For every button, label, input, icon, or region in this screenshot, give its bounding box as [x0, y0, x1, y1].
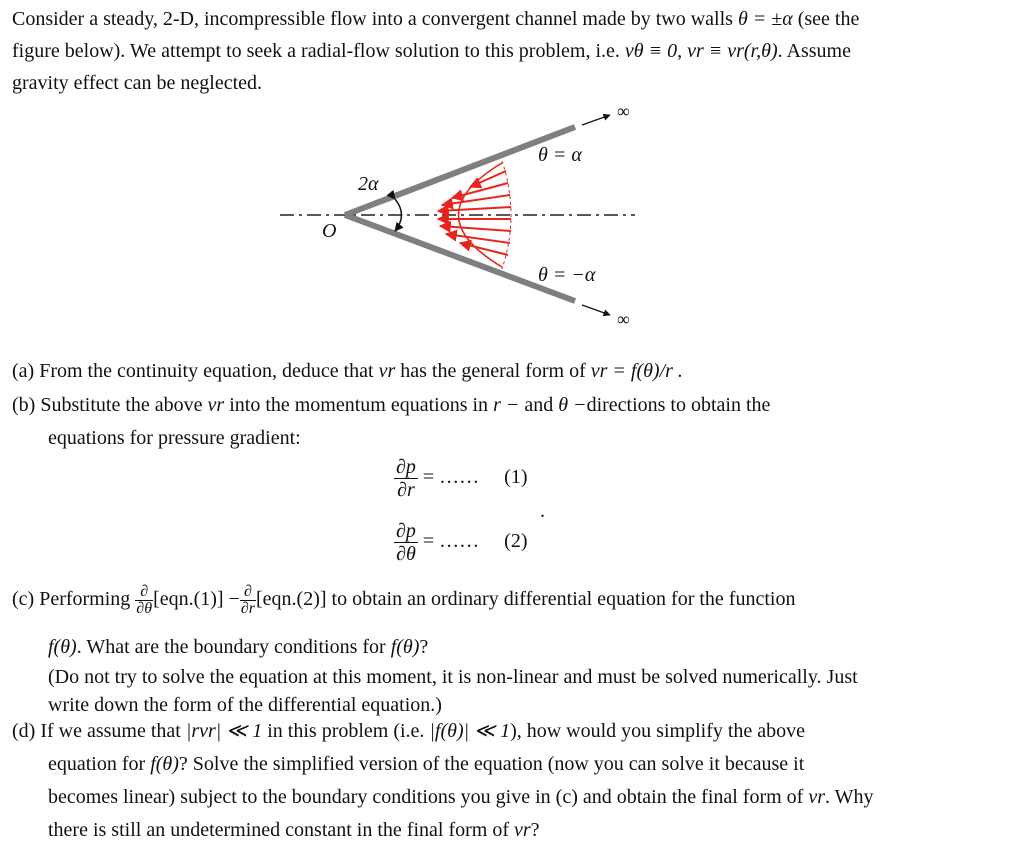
equation-1 — [394, 456, 528, 501]
part-c-d1-num: ∂ — [135, 584, 153, 601]
part-a-label: (a) — [12, 360, 35, 382]
eq1-denominator: ∂r — [397, 479, 415, 501]
part-b-text-3: and — [524, 394, 554, 416]
part-d-line-2-math: f(θ) — [150, 753, 179, 775]
part-c-derivative-r — [240, 584, 256, 617]
part-a-math: vr = f(θ)/r . — [590, 360, 683, 382]
intro-math-walls: θ = ±α — [737, 8, 793, 30]
part-b-label: (b) — [12, 394, 36, 416]
channel-figure — [270, 95, 650, 335]
part-c-d2-num: ∂ — [240, 584, 256, 601]
part-c-label: (c) — [12, 588, 35, 611]
part-b-dir-r: r − — [493, 394, 520, 416]
top-infinity-arrow — [582, 115, 610, 125]
eq1-rhs: = …… — [422, 466, 480, 489]
part-b — [12, 390, 770, 420]
part-c-d1-den: ∂θ — [136, 600, 153, 617]
part-c-line-2-text: . What are the boundary conditions for — [76, 636, 386, 658]
intro-line-1 — [12, 4, 859, 34]
part-d-text-2: in this problem (i.e. — [267, 720, 425, 742]
part-d-text-3: ), how would you simplify the above — [510, 720, 806, 742]
part-d-line-2-tail: ? Solve the simplified version of the equation (now you can solve it because it — [178, 753, 805, 775]
bottom-wall-label: θ = −α — [538, 264, 596, 286]
part-c-math-f: f(θ) — [48, 636, 77, 658]
eq2-rhs: = …… — [422, 530, 480, 553]
part-c-op-1: [eqn.(1)] − — [153, 588, 240, 611]
part-d-line-4-var: vr — [514, 819, 531, 841]
infinity-bottom-label: ∞ — [617, 309, 630, 329]
part-d-line-3-tail: . Why — [825, 786, 874, 808]
part-b-text: Substitute the above — [40, 394, 203, 416]
part-d-line-3-var: vr — [808, 786, 826, 808]
part-b-text-4: directions to obtain the — [586, 394, 771, 416]
infinity-top-label: ∞ — [617, 101, 630, 121]
origin-label: O — [322, 220, 337, 242]
eq1-tag: (1) — [504, 466, 528, 489]
part-d-math-2: |f(θ)| ≪ 1 — [429, 720, 511, 742]
intro-tail-1: (see the — [797, 8, 860, 30]
part-b-text-2: into the momentum equations in — [229, 394, 489, 416]
part-c — [12, 584, 795, 617]
part-a — [12, 356, 683, 386]
part-c-text: Performing — [39, 588, 131, 611]
intro-line-2 — [12, 36, 851, 66]
intro-tail-2: . Assume — [777, 40, 851, 62]
part-d-math-1: |rvr| ≪ 1 — [185, 720, 263, 742]
part-b-line-2 — [48, 423, 301, 453]
part-b-var: vr — [207, 394, 225, 416]
bottom-infinity-arrow — [582, 305, 610, 315]
angle-label: 2α — [358, 173, 379, 195]
eq1-numerator: ∂p — [396, 456, 416, 478]
top-wall-label: θ = α — [538, 144, 582, 166]
part-a-text-2: has the general form of — [400, 360, 586, 382]
equation-2 — [394, 520, 528, 565]
part-c-d2-den: ∂r — [240, 600, 255, 617]
eq2-denominator: ∂θ — [396, 543, 416, 565]
part-d-line-2-text: equation for — [48, 753, 146, 775]
part-c-op-2: [eqn.(2)] — [256, 588, 327, 611]
intro-text-2: figure below). We attempt to seek a radial-flow solution to this problem, i.e. — [12, 40, 620, 62]
part-d-label: (d) — [12, 720, 36, 742]
part-d-line-3-text: becomes linear) subject to the boundary conditions you give in (c) and obtain the final form of — [48, 786, 804, 808]
part-d-line-2 — [48, 749, 804, 779]
eq1-fraction — [394, 456, 418, 501]
intro-text-3: gravity effect can be neglected. — [12, 72, 263, 94]
part-d-text: If we assume that — [40, 720, 181, 742]
part-a-text: From the continuity equation, deduce that — [39, 360, 374, 382]
eq2-tag: (2) — [504, 530, 528, 553]
eq2-numerator: ∂p — [396, 520, 416, 542]
part-c-derivative-theta — [135, 584, 153, 617]
intro-math-velocity: vθ ≡ 0, vr ≡ vr(r,θ) — [624, 40, 778, 62]
part-b-line-2-text: equations for pressure gradient: — [48, 427, 301, 449]
part-a-var: vr — [378, 360, 396, 382]
intro-text-1: Consider a steady, 2-D, incompressible flow into a convergent channel made by two walls — [12, 8, 733, 30]
part-c-line-2-tail: ? — [419, 636, 429, 658]
intro-line-3 — [12, 68, 262, 98]
stray-dot: . — [540, 500, 545, 522]
part-d-line-4-tail: ? — [530, 819, 540, 841]
part-c-note-1: (Do not try to solve the equation at this moment, it is non-linear and must be solved numerically. Just — [48, 666, 858, 688]
eq2-fraction — [394, 520, 418, 565]
part-d-line-4-text: there is still an undetermined constant in the final form of — [48, 819, 509, 841]
part-c-note-2: write down the form of the differential equation.) — [48, 694, 442, 716]
part-c-math-f-2: f(θ) — [390, 636, 420, 658]
part-d — [12, 716, 805, 746]
part-d-line-3 — [48, 782, 874, 812]
part-d-line-4 — [48, 815, 540, 845]
part-c-text-2: to obtain an ordinary differential equation for the function — [331, 588, 796, 611]
part-b-dir-theta: θ − — [558, 394, 587, 416]
part-c-line-2 — [48, 632, 428, 662]
